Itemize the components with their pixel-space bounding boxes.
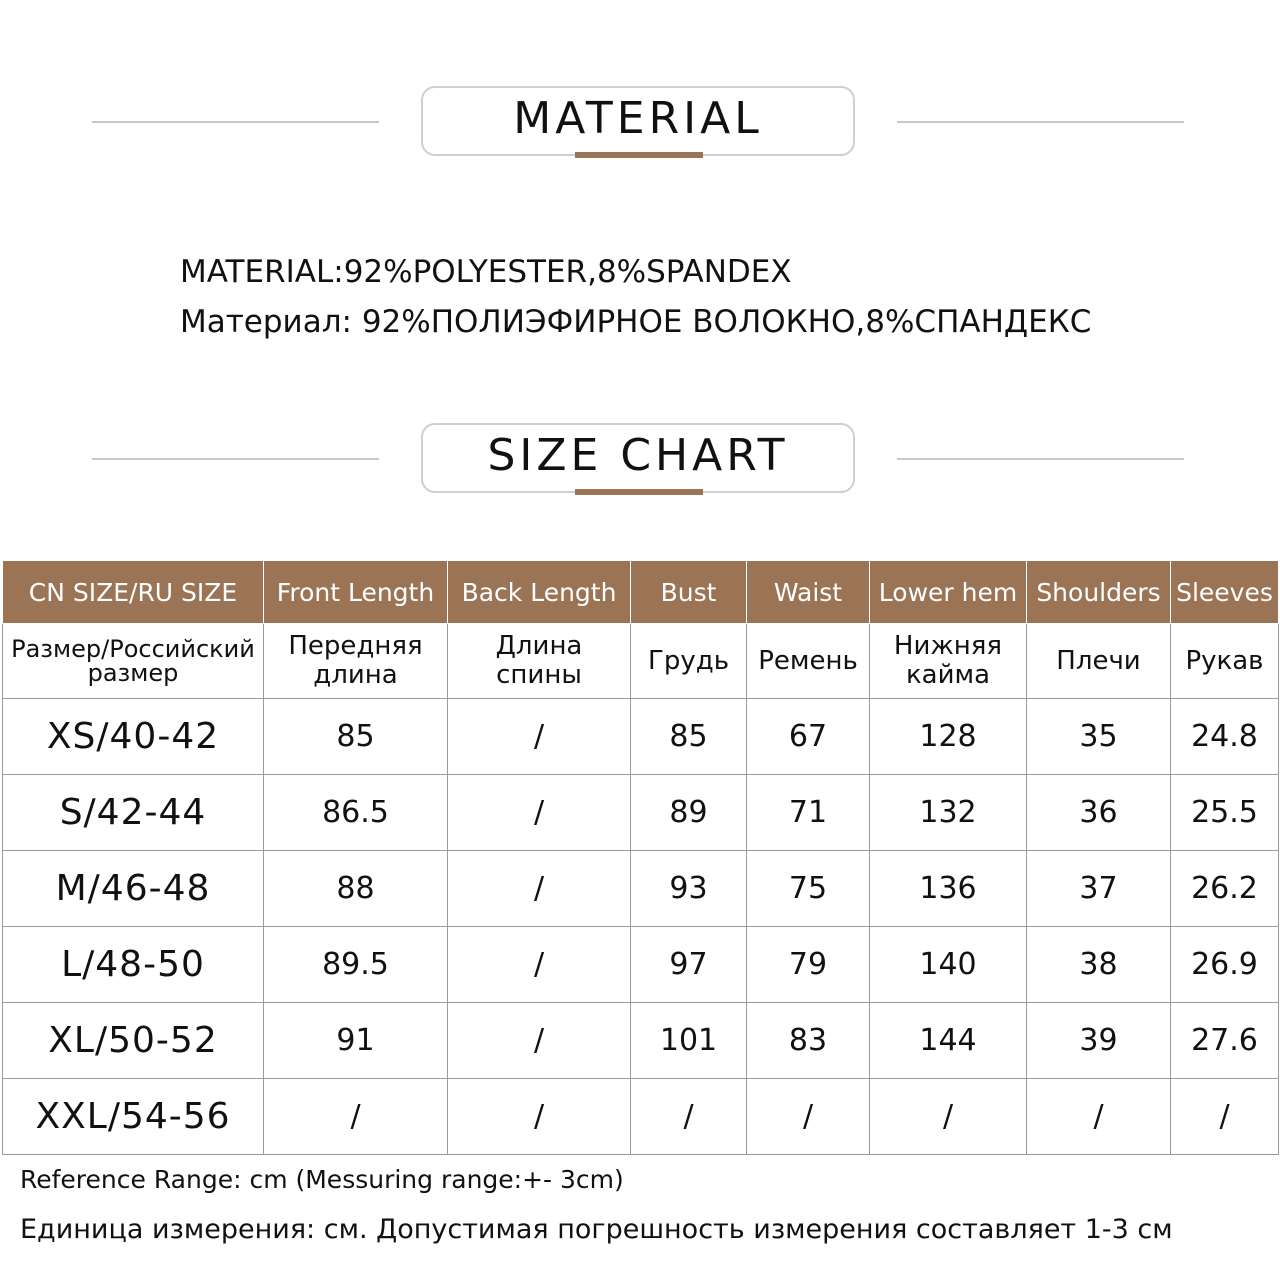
header-ru-front-length xyxy=(264,624,448,699)
cell-back-length: / xyxy=(448,927,631,1003)
cell-front-length: 86.5 xyxy=(264,775,448,851)
cell-sleeves: 24.8 xyxy=(1171,699,1279,775)
material-title-pill xyxy=(421,86,855,156)
material-description xyxy=(180,252,1091,352)
header-ru-waist-line1: Ремень xyxy=(758,645,858,676)
header-ru-back-length-line2: спины xyxy=(496,660,582,690)
cell-size: S/42-44 xyxy=(3,775,264,851)
cell-lower-hem: / xyxy=(870,1079,1027,1155)
cell-front-length: / xyxy=(264,1079,448,1155)
cell-waist: / xyxy=(747,1079,870,1155)
cell-shoulders: 38 xyxy=(1027,927,1171,1003)
cell-lower-hem: 132 xyxy=(870,775,1027,851)
cell-back-length: / xyxy=(448,1003,631,1079)
cell-lower-hem: 144 xyxy=(870,1003,1027,1079)
cell-size: XS/40-42 xyxy=(3,699,264,775)
size-chart-table xyxy=(2,560,1279,1155)
cell-front-length: 85 xyxy=(264,699,448,775)
header-ru-sleeves xyxy=(1171,624,1279,699)
size-chart-title: SIZE CHART xyxy=(487,429,789,481)
header-ru-waist xyxy=(747,624,870,699)
header-ru-shoulders-line1: Плечи xyxy=(1056,645,1141,676)
header-ru-sleeves-line1: Рукав xyxy=(1185,645,1264,676)
header-front-length: Front Length xyxy=(264,561,448,624)
material-value-ru: 92%ПОЛИЭФИРНОЕ ВОЛОКНО,8%СПАНДЕКС xyxy=(361,304,1092,340)
header-ru-front-length-line1: Передняя xyxy=(288,631,423,661)
material-section-header xyxy=(0,84,1280,164)
cell-lower-hem: 136 xyxy=(870,851,1027,927)
cell-back-length: / xyxy=(448,1079,631,1155)
cell-lower-hem: 128 xyxy=(870,699,1027,775)
cell-shoulders: 37 xyxy=(1027,851,1171,927)
divider-line-right xyxy=(897,121,1184,123)
table-row xyxy=(3,927,1279,1003)
size-chart-section-header xyxy=(0,421,1280,501)
cell-shoulders: 39 xyxy=(1027,1003,1171,1079)
cell-shoulders: / xyxy=(1027,1079,1171,1155)
cell-sleeves: 26.2 xyxy=(1171,851,1279,927)
cell-back-length: / xyxy=(448,699,631,775)
material-title: MATERIAL xyxy=(513,92,763,144)
table-row xyxy=(3,1003,1279,1079)
header-ru-size-line2: размер xyxy=(87,659,179,687)
cell-back-length: / xyxy=(448,775,631,851)
header-ru-back-length-line1: Длина xyxy=(495,631,583,661)
cell-bust: 101 xyxy=(631,1003,747,1079)
cell-sleeves: 26.9 xyxy=(1171,927,1279,1003)
header-ru-lower-hem-line1: Нижняя xyxy=(893,631,1003,661)
table-row xyxy=(3,775,1279,851)
header-ru-size xyxy=(3,624,264,699)
cell-size: L/48-50 xyxy=(3,927,264,1003)
header-ru-bust-line1: Грудь xyxy=(647,645,730,676)
cell-sleeves: / xyxy=(1171,1079,1279,1155)
material-value-en: 92%POLYESTER,8%SPANDEX xyxy=(343,254,792,290)
header-sleeves: Sleeves xyxy=(1171,561,1279,624)
cell-shoulders: 36 xyxy=(1027,775,1171,851)
divider-line-right xyxy=(897,458,1184,460)
header-ru-back-length xyxy=(448,624,631,699)
cell-bust: / xyxy=(631,1079,747,1155)
cell-size: XL/50-52 xyxy=(3,1003,264,1079)
cell-shoulders: 35 xyxy=(1027,699,1171,775)
cell-back-length: / xyxy=(448,851,631,927)
cell-waist: 83 xyxy=(747,1003,870,1079)
material-label-en: MATERIAL: xyxy=(180,254,344,290)
reference-range-note-ru: Единица измерения: см. Допустимая погрешность измерения составляет 1-3 см xyxy=(20,1214,1173,1245)
cell-bust: 93 xyxy=(631,851,747,927)
cell-sleeves: 27.6 xyxy=(1171,1003,1279,1079)
header-row-ru xyxy=(3,624,1279,699)
cell-lower-hem: 140 xyxy=(870,927,1027,1003)
table-row xyxy=(3,1079,1279,1155)
cell-bust: 89 xyxy=(631,775,747,851)
title-accent-bar xyxy=(575,152,703,158)
divider-line-left xyxy=(92,458,379,460)
size-chart-title-pill xyxy=(421,423,855,493)
header-lower-hem: Lower hem xyxy=(870,561,1027,624)
header-row-en xyxy=(3,561,1279,624)
header-waist: Waist xyxy=(747,561,870,624)
cell-waist: 75 xyxy=(747,851,870,927)
cell-waist: 79 xyxy=(747,927,870,1003)
cell-waist: 71 xyxy=(747,775,870,851)
table-row xyxy=(3,851,1279,927)
material-line-ru xyxy=(180,302,1091,352)
cell-front-length: 88 xyxy=(264,851,448,927)
cell-size: M/46-48 xyxy=(3,851,264,927)
header-ru-front-length-line2: длина xyxy=(313,660,398,690)
header-ru-lower-hem-line2: кайма xyxy=(905,660,991,690)
header-ru-lower-hem xyxy=(870,624,1027,699)
title-accent-bar xyxy=(575,489,703,495)
header-bust: Bust xyxy=(631,561,747,624)
header-ru-size-line1: Размер/Российский xyxy=(11,635,255,663)
cell-front-length: 91 xyxy=(264,1003,448,1079)
header-cn-ru-size: CN SIZE/RU SIZE xyxy=(3,561,264,624)
reference-range-note-en: Reference Range: cm (Messuring range:+- 3cm) xyxy=(20,1165,624,1194)
cell-bust: 97 xyxy=(631,927,747,1003)
material-line-en xyxy=(180,252,1091,302)
cell-size: XXL/54-56 xyxy=(3,1079,264,1155)
material-label-ru: Материал: xyxy=(180,304,352,340)
header-ru-shoulders xyxy=(1027,624,1171,699)
cell-bust: 85 xyxy=(631,699,747,775)
header-shoulders: Shoulders xyxy=(1027,561,1171,624)
cell-waist: 67 xyxy=(747,699,870,775)
cell-sleeves: 25.5 xyxy=(1171,775,1279,851)
table-row xyxy=(3,699,1279,775)
header-ru-bust xyxy=(631,624,747,699)
divider-line-left xyxy=(92,121,379,123)
header-back-length: Back Length xyxy=(448,561,631,624)
cell-front-length: 89.5 xyxy=(264,927,448,1003)
